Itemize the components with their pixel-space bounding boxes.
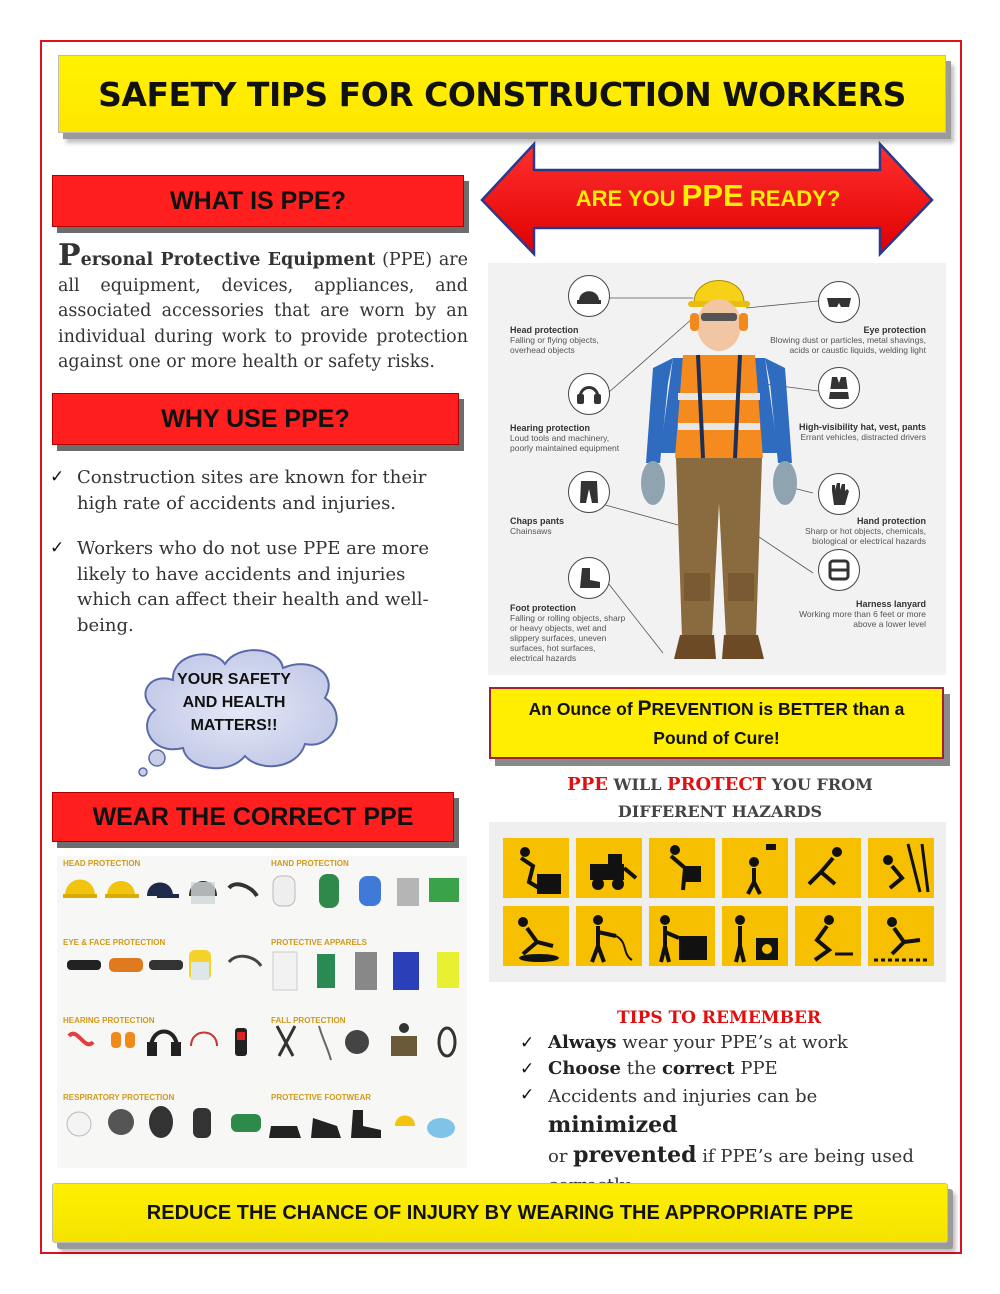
chaps-pants-icon bbox=[568, 471, 610, 513]
tip-pre: Accidents and injuries can be bbox=[548, 1086, 818, 1107]
wear-correct-ppe-heading: WEAR THE CORRECT PPE bbox=[52, 792, 454, 842]
wet-floor-icon bbox=[868, 906, 934, 966]
tip-bold: correct bbox=[661, 1058, 735, 1079]
catalog-hand-protection: HAND PROTECTION bbox=[271, 859, 349, 868]
ppe-ready-post: READY? bbox=[743, 186, 841, 211]
hazards-line2: DIFFERENT HAZARDS bbox=[617, 802, 823, 821]
lifting-hazard-icon bbox=[649, 838, 715, 898]
goggles-icon bbox=[818, 281, 860, 323]
catalog-apparels: PROTECTIVE APPARELS bbox=[271, 938, 368, 947]
prevention-banner bbox=[489, 687, 944, 759]
prevention-mid: is BETTER than a bbox=[753, 698, 905, 719]
ppe-ready-pre: ARE YOU bbox=[575, 186, 682, 211]
cloud-line: AND HEALTH bbox=[182, 694, 286, 711]
hazard-icons-grid bbox=[489, 822, 946, 982]
hard-hat-icon bbox=[568, 275, 610, 317]
cloud-text bbox=[133, 668, 335, 737]
hi-vis-label: High-visibility hat, vest, pants Errant vehicles, distracted drivers bbox=[798, 422, 926, 442]
glove-icon bbox=[818, 473, 860, 515]
falling-hazard-icon bbox=[503, 838, 569, 898]
ppe-term: ersonal Protective Equipment bbox=[80, 250, 376, 270]
hazards-ppe: PPE bbox=[567, 774, 608, 795]
hazards-heading bbox=[500, 771, 940, 825]
tip-rest: if PPE’s are being used bbox=[702, 1146, 914, 1167]
boot-icon bbox=[568, 557, 610, 599]
ladder-fall-icon bbox=[868, 838, 934, 898]
hi-vis-vest-icon bbox=[818, 367, 860, 409]
struck-by-icon bbox=[795, 838, 861, 898]
what-is-ppe-heading: WHAT IS PPE? bbox=[52, 175, 464, 227]
electrical-hazard-icon bbox=[576, 906, 642, 966]
ppe-definition bbox=[58, 238, 469, 376]
list-item bbox=[50, 465, 462, 516]
chemical-hazard-icon bbox=[722, 906, 788, 966]
catalog-respiratory: RESPIRATORY PROTECTION bbox=[63, 1093, 175, 1102]
ppe-catalog bbox=[57, 856, 467, 1168]
tip-or: or bbox=[548, 1146, 574, 1167]
prevention-line2: Pound of Cure! bbox=[653, 727, 780, 748]
list-item bbox=[520, 1030, 940, 1056]
tip-rest: wear your PPE’s at work bbox=[616, 1032, 848, 1053]
tip-text bbox=[548, 1056, 778, 1082]
ppe-ready-big: PPE bbox=[681, 178, 744, 213]
ppe-definition-text: (PPE) are all equipment, devices, appliances, and associated accessories that are worn by an individual during work to provide protection against one or more health or safety risks. bbox=[58, 250, 469, 372]
hand-protection-label: Hand protection Sharp or hot objects, chemicals, biological or electrical hazards bbox=[805, 516, 926, 546]
eye-protection-label: Eye protection Blowing dust or particles, metal shavings, acids or caustic liquids, welding light bbox=[770, 325, 926, 355]
slip-hazard-icon bbox=[503, 906, 569, 966]
tripping-hazard-icon bbox=[795, 906, 861, 966]
checkmark-icon: ✓ bbox=[50, 467, 65, 487]
catalog-eye-protection: EYE & FACE PROTECTION bbox=[63, 938, 166, 947]
why-item-text: Construction sites are known for their high rate of accidents and injuries. bbox=[77, 467, 427, 514]
prevention-cap: P bbox=[637, 696, 652, 720]
why-list bbox=[50, 465, 462, 658]
catalog-head-protection: HEAD PROTECTION bbox=[63, 859, 141, 868]
catalog-fall-protection: FALL PROTECTION bbox=[271, 1016, 346, 1025]
hazards-protect: PROTECT bbox=[667, 774, 767, 795]
prevention-pre: An Ounce of bbox=[528, 698, 638, 719]
harness-icon bbox=[818, 549, 860, 591]
catalog-footwear: PROTECTIVE FOOTWEAR bbox=[271, 1093, 371, 1102]
list-item bbox=[520, 1056, 940, 1082]
tip-mid: the bbox=[621, 1058, 662, 1079]
tip-bold: Always bbox=[548, 1032, 617, 1053]
machinery-hazard-icon bbox=[649, 906, 715, 966]
list-item bbox=[50, 536, 462, 638]
page-title: SAFETY TIPS FOR CONSTRUCTION WORKERS bbox=[58, 55, 946, 133]
vehicle-hazard-icon bbox=[576, 838, 642, 898]
prevention-word: REVENTION bbox=[651, 698, 754, 719]
tip-text bbox=[548, 1030, 848, 1056]
foot-protection-label: Foot protection Falling or rolling objects, sharp or heavy objects, wet and slippery surfaces, uneven surfaces, hot surfaces, electrical hazards bbox=[510, 603, 626, 663]
tips-list bbox=[520, 1030, 940, 1200]
ppe-ready-text bbox=[478, 178, 938, 214]
checkmark-icon: ✓ bbox=[520, 1033, 535, 1053]
catalog-hearing-protection: HEARING PROTECTION bbox=[63, 1016, 155, 1025]
checkmark-icon: ✓ bbox=[50, 538, 65, 558]
ppe-items-illustration bbox=[57, 856, 467, 1168]
ppe-worker-infographic bbox=[488, 263, 946, 675]
ppe-ready-arrow bbox=[478, 140, 938, 260]
hazards-you-from: YOU FROM bbox=[766, 775, 873, 794]
cloud-line: YOUR SAFETY bbox=[177, 671, 291, 688]
why-use-ppe-heading: WHY USE PPE? bbox=[52, 393, 459, 445]
tips-heading: TIPS TO REMEMBER bbox=[616, 1008, 822, 1028]
ear-muffs-icon bbox=[568, 373, 610, 415]
tip-big: prevented bbox=[573, 1142, 697, 1168]
footer-banner: REDUCE THE CHANCE OF INJURY BY WEARING THE APPROPRIATE PPE bbox=[52, 1183, 948, 1243]
tip-rest: PPE bbox=[734, 1058, 778, 1079]
checkmark-icon: ✓ bbox=[520, 1059, 535, 1079]
harness-lanyard-label: Harness lanyard Working more than 6 feet or more above a lower level bbox=[799, 599, 926, 629]
falling-object-icon bbox=[722, 838, 788, 898]
why-item-text: Workers who do not use PPE are more likely to have accidents and injuries which can affect their health and well-being. bbox=[77, 538, 430, 636]
dropcap: P bbox=[58, 238, 81, 273]
tip-big: minimized bbox=[548, 1112, 678, 1138]
tip-bold: Choose bbox=[548, 1058, 622, 1079]
checkmark-icon: ✓ bbox=[520, 1085, 535, 1105]
head-protection-label: Head protection Falling or flying objects, overhead objects bbox=[510, 325, 599, 355]
chaps-pants-label: Chaps pants Chainsaws bbox=[510, 516, 565, 536]
hazards-will: WILL bbox=[607, 775, 668, 794]
prevention-line1 bbox=[529, 694, 905, 724]
hearing-protection-label: Hearing protection Loud tools and machinery, poorly maintained equipment bbox=[510, 423, 620, 453]
cloud-line: MATTERS!! bbox=[190, 717, 278, 734]
safety-cloud bbox=[133, 640, 355, 778]
